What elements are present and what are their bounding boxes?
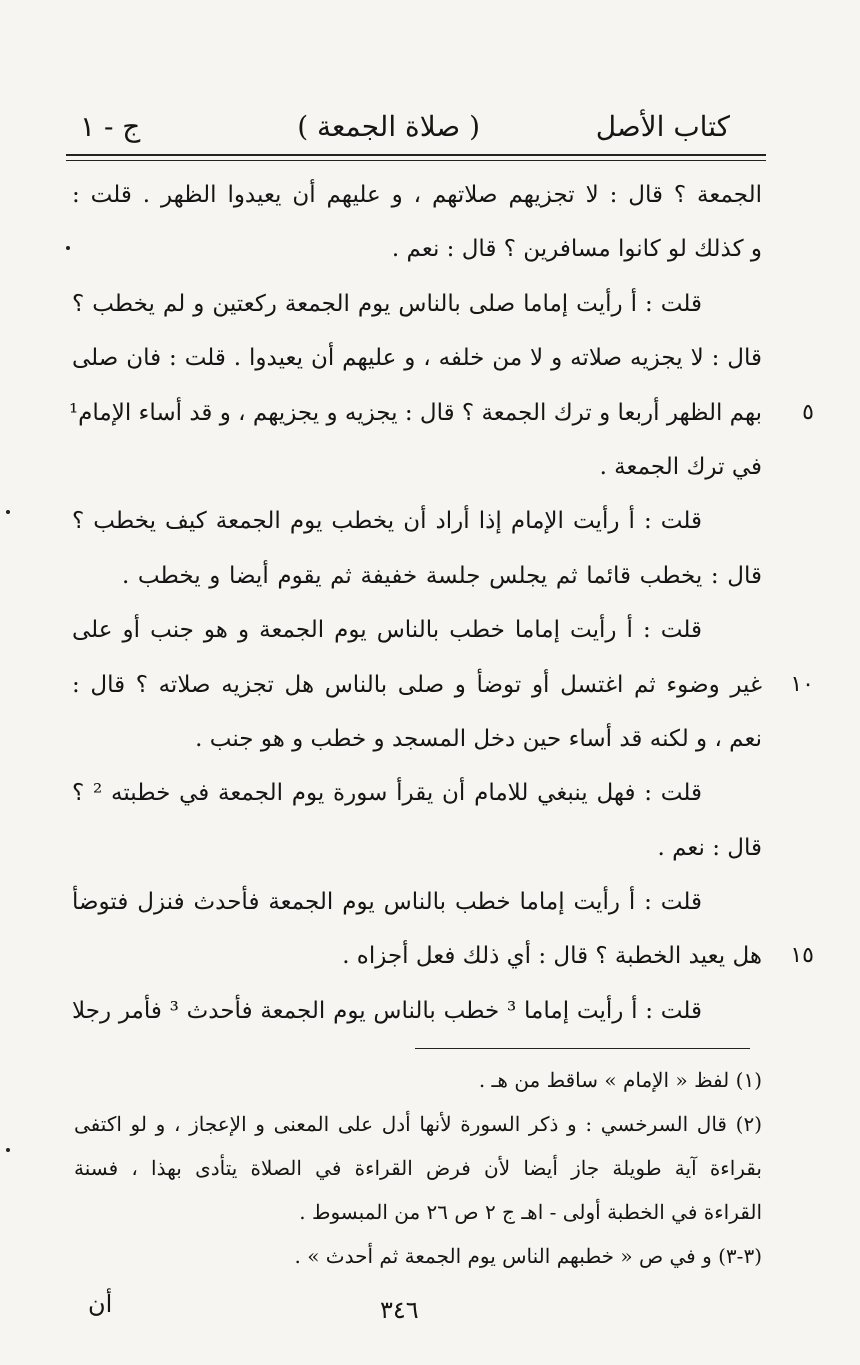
- book-title: كتاب الأصل: [595, 110, 730, 143]
- scan-speck: [6, 510, 10, 514]
- footnote-line: بقراءة آية طويلة جاز أيضا لأن فرض القراءة في الصلاة يتأدى بهذا ، فسنة: [74, 1156, 762, 1180]
- footnote-line: القراءة في الخطبة أولى - اهـ ج ٢ ص ٢٦ من المبسوط .: [299, 1200, 762, 1224]
- text-line: ١٥ هل يعيد الخطبة ؟ قال : أي ذلك فعل أجزاه .: [72, 929, 762, 983]
- text-line: قال : لا يجزيه صلاته و لا من خلفه ، و عليهم أن يعيدوا . قلت : فان صلى: [72, 345, 762, 372]
- text-line: ١٠ غير وضوء ثم اغتسل أو توضأ و صلى بالناس هل تجزيه صلاته ؟ قال :: [72, 658, 762, 712]
- footnote-line: (٢) قال السرخسي : و ذكر السورة لأنها أدل على المعنى و الإعجاز ، و لو اكتفى: [74, 1112, 762, 1136]
- text-line: الجمعة ؟ قال : لا تجزيهم صلاتهم ، و عليهم أن يعيدوا الظهر . قلت :: [72, 182, 762, 208]
- text-line: قلت : أ رأيت إماما خطب بالناس يوم الجمعة فأحدث فنزل فتوضأ: [72, 889, 702, 916]
- text-line: قلت : أ رأيت إماما ³ خطب بالناس يوم الجمعة فأحدث ³ فأمر رجلا: [72, 997, 702, 1024]
- text-line: قال : نعم .: [657, 834, 762, 861]
- section-title: ( صلاة الجمعة ): [297, 110, 480, 143]
- line-number: ١٠: [790, 671, 814, 697]
- text-line: قلت : أ رأيت الإمام إذا أراد أن يخطب يوم الجمعة كيف يخطب ؟: [72, 508, 702, 535]
- header-rule: [66, 154, 766, 156]
- main-text: [68, 168, 814, 1038]
- text-line: ٥ بهم الظهر أربعا و ترك الجمعة ؟ قال : يجزيه و يجزيهم ، و قد أساء الإمام¹: [72, 386, 762, 440]
- volume-label: ج - ١: [80, 110, 141, 143]
- text-line: قلت : أ رأيت إماما صلى بالناس يوم الجمعة ركعتين و لم يخطب ؟: [72, 290, 702, 317]
- footnote-line: (١) لفظ « الإمام » ساقط من هـ .: [478, 1068, 762, 1092]
- page-number: ٣٤٦: [380, 1296, 419, 1324]
- scan-speck: [6, 1148, 10, 1152]
- running-header: [70, 100, 760, 150]
- text-line: قال : يخطب قائما ثم يجلس جلسة خفيفة ثم يقوم أيضا و يخطب .: [122, 562, 762, 589]
- footnote-rule: [415, 1048, 750, 1049]
- text-line: في ترك الجمعة .: [599, 453, 762, 480]
- header-rule-thin: [66, 160, 766, 161]
- line-number: ١٥: [790, 943, 814, 969]
- line-number: ٥: [802, 399, 814, 425]
- text-line: و كذلك لو كانوا مسافرين ؟ قال : نعم .: [391, 236, 762, 263]
- footnote-line: (٣-٣) و في ص « خطبهم الناس يوم الجمعة ثم أحدث » .: [294, 1244, 762, 1268]
- text-line: نعم ، و لكنه قد أساء حين دخل المسجد و خطب و هو جنب .: [195, 725, 762, 752]
- scan-speck: [66, 246, 70, 250]
- text-line: قلت : أ رأيت إماما خطب بالناس يوم الجمعة و هو جنب أو على: [72, 617, 702, 644]
- text-line: قلت : فهل ينبغي للامام أن يقرأ سورة يوم الجمعة في خطبته ² ؟: [72, 780, 702, 807]
- footnotes: [74, 1058, 762, 1278]
- catchword: أن: [88, 1290, 113, 1318]
